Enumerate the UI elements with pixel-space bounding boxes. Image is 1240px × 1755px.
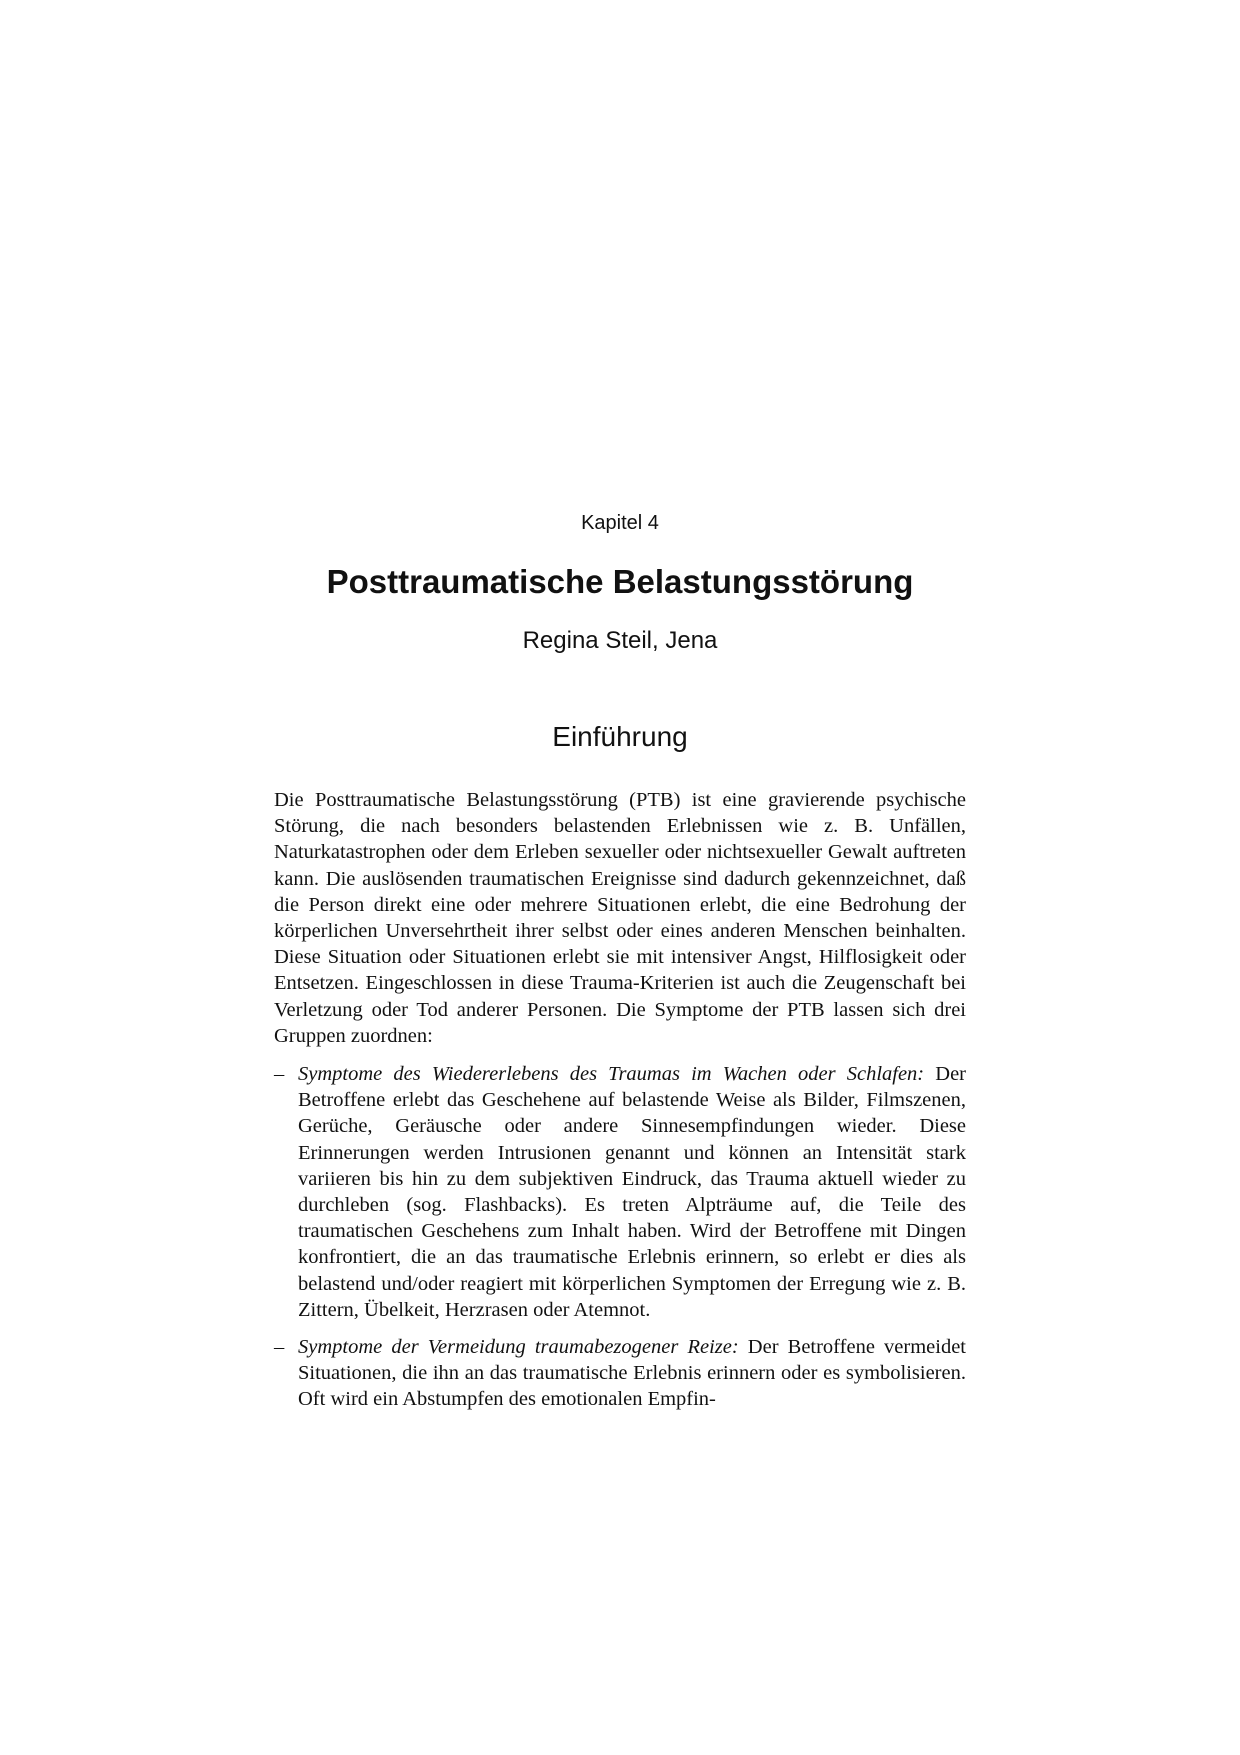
- list-item-text: Der Betroffene vermeidet Situationen, die ihn an das traumatische Erlebnis erinnern oder es symbolisieren. Oft wird ein Abstumpfen des emotionalen Empfin-: [298, 1336, 966, 1411]
- section-body: [274, 787, 966, 1424]
- list-dash: –: [274, 1336, 285, 1359]
- list-item-title: Symptome der Vermeidung traumabezogener Reize:: [298, 1336, 748, 1359]
- chapter-author: Regina Steil, Jena: [522, 627, 718, 654]
- chapter-title: Posttraumatische Belastungsstörung: [326, 563, 914, 600]
- section-heading: Einführung: [552, 721, 688, 752]
- list-dash: –: [274, 1063, 285, 1086]
- list-item: [274, 1061, 966, 1323]
- symptom-list: [274, 1061, 966, 1413]
- chapter-label: Kapitel 4: [581, 512, 659, 534]
- list-item: [274, 1334, 966, 1413]
- list-item-text: Der Betroffene erlebt das Geschehene auf belastende Weise als Bilder, Filmszenen, Gerüche, Geräusche oder andere Sinnesempfindungen wieder. Diese Erinnerungen werden Intrusionen genannt und können an Intensität stark variieren bis hin zu dem subjektiven Eindruck, das Trauma aktuell wieder zu durchleben (sog. Flashbacks). Es treten Alpträume auf, die Teile des traumatischen Geschehens zum Inhalt haben. Wird der Betroffene mit Dingen konfrontiert, die an das traumatische Erlebnis erinnern, so erlebt er dies als belastend und/oder reagiert mit körperlichen Symptomen der Erregung wie z. B. Zittern, Übelkeit, Herzrasen oder Atemnot.: [298, 1063, 966, 1321]
- list-item-title: Symptome des Wiedererlebens des Traumas im Wachen oder Schlafen:: [298, 1063, 936, 1086]
- intro-paragraph: Die Posttraumatische Belastungsstörung (PTB) ist eine gravierende psychische Störung, die nach besonders belastenden Erlebnissen wie z. B. Unfällen, Naturkatastrophen oder dem Erleben sexueller oder nichtsexueller Gewalt auftreten kann. Die auslösenden traumatischen Ereignisse sind dadurch gekennzeichnet, daß die Person direkt eine oder mehrere Situationen erlebt, die eine Bedrohung der körperlichen Unversehrtheit ihrer selbst oder eines anderen Menschen beinhalten. Diese Situation oder Situationen erlebt sie mit intensiver Angst, Hilflosigkeit oder Entsetzen. Eingeschlossen in diese Trauma-Kriterien ist auch die Zeugenschaft bei Verletzung oder Tod anderer Personen. Die Symptome der PTB lassen sich drei Gruppen zuordnen:: [274, 789, 966, 1047]
